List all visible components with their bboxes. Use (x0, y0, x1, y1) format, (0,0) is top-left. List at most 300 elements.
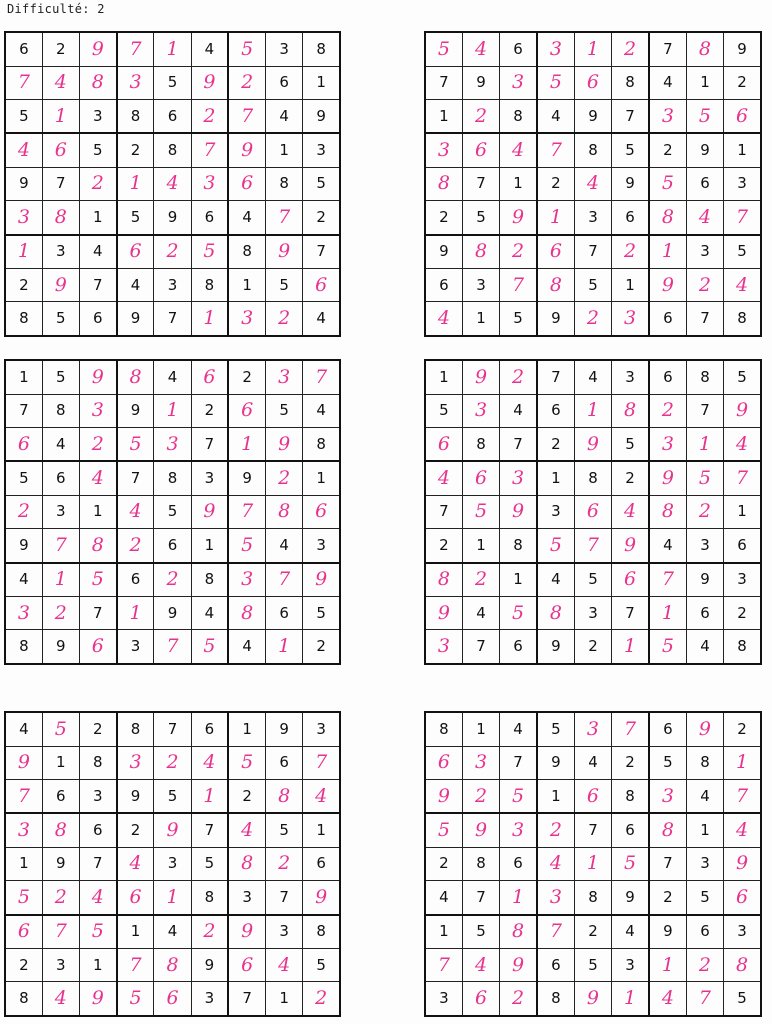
handwritten-digit-cell: 3 (425, 133, 462, 167)
handwritten-digit-cell: 2 (228, 66, 265, 99)
given-digit-cell: 3 (612, 949, 649, 982)
sudoku-row (425, 235, 761, 269)
handwritten-digit-cell: 3 (500, 813, 537, 847)
handwritten-digit-cell: 4 (5, 133, 42, 167)
given-digit-cell: 4 (574, 360, 611, 394)
given-digit-cell: 3 (42, 949, 79, 982)
sudoku-row (5, 813, 340, 847)
given-digit-cell: 1 (500, 167, 537, 200)
handwritten-digit-cell: 3 (117, 66, 154, 99)
handwritten-digit-cell: 7 (191, 133, 228, 167)
handwritten-digit-cell: 4 (724, 427, 761, 461)
handwritten-digit-cell: 5 (228, 746, 265, 779)
handwritten-digit-cell: 5 (500, 779, 537, 813)
given-digit-cell: 5 (154, 779, 191, 813)
given-digit-cell: 3 (154, 269, 191, 302)
given-digit-cell: 1 (79, 201, 116, 235)
handwritten-digit-cell: 5 (228, 32, 265, 66)
given-digit-cell: 1 (79, 495, 116, 528)
given-digit-cell: 1 (266, 982, 303, 1016)
given-digit-cell: 9 (574, 99, 611, 133)
sudoku-row (5, 394, 340, 427)
handwritten-digit-cell: 1 (266, 630, 303, 664)
given-digit-cell: 8 (537, 982, 574, 1016)
handwritten-digit-cell: 9 (724, 394, 761, 427)
given-digit-cell: 4 (686, 630, 723, 664)
given-digit-cell: 8 (612, 66, 649, 99)
given-digit-cell: 4 (191, 32, 228, 66)
handwritten-digit-cell: 6 (228, 949, 265, 982)
handwritten-digit-cell: 5 (117, 982, 154, 1016)
given-digit-cell: 7 (154, 302, 191, 336)
given-digit-cell: 9 (303, 99, 340, 133)
given-digit-cell: 1 (724, 495, 761, 528)
handwritten-digit-cell: 4 (462, 949, 499, 982)
given-digit-cell: 2 (649, 881, 686, 915)
given-digit-cell: 8 (5, 982, 42, 1016)
handwritten-digit-cell: 1 (191, 302, 228, 336)
given-digit-cell: 4 (303, 302, 340, 336)
handwritten-digit-cell: 4 (191, 746, 228, 779)
handwritten-digit-cell: 2 (42, 597, 79, 630)
given-digit-cell: 8 (724, 630, 761, 664)
handwritten-digit-cell: 9 (228, 915, 265, 949)
handwritten-digit-cell: 9 (500, 949, 537, 982)
given-digit-cell: 7 (612, 597, 649, 630)
given-digit-cell: 4 (154, 915, 191, 949)
handwritten-digit-cell: 6 (228, 167, 265, 200)
handwritten-digit-cell: 4 (117, 847, 154, 880)
given-digit-cell: 2 (574, 915, 611, 949)
given-digit-cell: 7 (462, 167, 499, 200)
handwritten-digit-cell: 5 (500, 597, 537, 630)
given-digit-cell: 9 (5, 167, 42, 200)
given-digit-cell: 6 (266, 746, 303, 779)
given-digit-cell: 8 (500, 529, 537, 563)
given-digit-cell: 9 (612, 167, 649, 200)
sudoku-row (5, 847, 340, 880)
given-digit-cell: 5 (612, 133, 649, 167)
handwritten-digit-cell: 7 (612, 712, 649, 746)
given-digit-cell: 6 (266, 597, 303, 630)
given-digit-cell: 4 (42, 427, 79, 461)
handwritten-digit-cell: 3 (649, 99, 686, 133)
handwritten-digit-cell: 1 (649, 235, 686, 269)
handwritten-digit-cell: 9 (228, 133, 265, 167)
given-digit-cell: 2 (79, 712, 116, 746)
given-digit-cell: 9 (612, 881, 649, 915)
handwritten-digit-cell: 6 (5, 427, 42, 461)
handwritten-digit-cell: 3 (612, 302, 649, 336)
given-digit-cell: 8 (574, 133, 611, 167)
handwritten-digit-cell: 1 (42, 563, 79, 597)
given-digit-cell: 5 (574, 269, 611, 302)
handwritten-digit-cell: 4 (686, 201, 723, 235)
given-digit-cell: 8 (574, 461, 611, 495)
handwritten-digit-cell: 9 (266, 235, 303, 269)
handwritten-digit-cell: 1 (574, 32, 611, 66)
given-digit-cell: 4 (537, 563, 574, 597)
handwritten-digit-cell: 2 (462, 563, 499, 597)
given-digit-cell: 3 (42, 235, 79, 269)
given-digit-cell: 4 (117, 269, 154, 302)
handwritten-digit-cell: 1 (42, 99, 79, 133)
given-digit-cell: 8 (191, 881, 228, 915)
handwritten-digit-cell: 9 (42, 269, 79, 302)
handwritten-digit-cell: 4 (154, 167, 191, 200)
handwritten-digit-cell: 6 (425, 427, 462, 461)
given-digit-cell: 5 (5, 461, 42, 495)
given-digit-cell: 7 (191, 427, 228, 461)
given-digit-cell: 3 (724, 563, 761, 597)
handwritten-digit-cell: 2 (500, 235, 537, 269)
given-digit-cell: 4 (228, 630, 265, 664)
handwritten-digit-cell: 3 (5, 597, 42, 630)
given-digit-cell: 5 (303, 949, 340, 982)
handwritten-digit-cell: 2 (79, 427, 116, 461)
handwritten-digit-cell: 6 (5, 915, 42, 949)
sudoku-row (5, 32, 340, 66)
given-digit-cell: 8 (154, 133, 191, 167)
given-digit-cell: 5 (191, 847, 228, 880)
given-digit-cell: 3 (79, 99, 116, 133)
handwritten-digit-cell: 9 (79, 982, 116, 1016)
given-digit-cell: 8 (79, 746, 116, 779)
handwritten-digit-cell: 7 (117, 949, 154, 982)
handwritten-digit-cell: 9 (500, 201, 537, 235)
handwritten-digit-cell: 9 (191, 495, 228, 528)
given-digit-cell: 6 (649, 360, 686, 394)
handwritten-digit-cell: 8 (425, 563, 462, 597)
handwritten-digit-cell: 8 (79, 529, 116, 563)
handwritten-digit-cell: 8 (42, 813, 79, 847)
handwritten-digit-cell: 9 (425, 779, 462, 813)
given-digit-cell: 3 (191, 982, 228, 1016)
given-digit-cell: 8 (303, 32, 340, 66)
sudoku-row (5, 529, 340, 563)
handwritten-digit-cell: 6 (117, 881, 154, 915)
given-digit-cell: 7 (425, 495, 462, 528)
given-digit-cell: 1 (228, 269, 265, 302)
handwritten-digit-cell: 4 (724, 269, 761, 302)
given-digit-cell: 6 (154, 99, 191, 133)
handwritten-digit-cell: 2 (686, 949, 723, 982)
handwritten-digit-cell: 9 (154, 813, 191, 847)
given-digit-cell: 7 (537, 360, 574, 394)
given-digit-cell: 1 (425, 915, 462, 949)
given-digit-cell: 9 (42, 847, 79, 880)
given-digit-cell: 1 (462, 529, 499, 563)
handwritten-digit-cell: 1 (574, 394, 611, 427)
given-digit-cell: 3 (686, 529, 723, 563)
sudoku-row (5, 712, 340, 746)
given-digit-cell: 1 (303, 813, 340, 847)
given-digit-cell: 6 (42, 779, 79, 813)
given-digit-cell: 8 (612, 779, 649, 813)
handwritten-digit-cell: 2 (266, 847, 303, 880)
handwritten-digit-cell: 5 (191, 235, 228, 269)
handwritten-digit-cell: 5 (79, 563, 116, 597)
handwritten-digit-cell: 7 (266, 563, 303, 597)
given-digit-cell: 3 (425, 982, 462, 1016)
given-digit-cell: 3 (228, 881, 265, 915)
given-digit-cell: 6 (425, 269, 462, 302)
handwritten-digit-cell: 1 (724, 746, 761, 779)
handwritten-digit-cell: 3 (537, 32, 574, 66)
sudoku-row (425, 394, 761, 427)
handwritten-digit-cell: 5 (649, 167, 686, 200)
handwritten-digit-cell: 2 (266, 461, 303, 495)
given-digit-cell: 7 (117, 461, 154, 495)
given-digit-cell: 5 (42, 302, 79, 336)
handwritten-digit-cell: 4 (574, 167, 611, 200)
handwritten-digit-cell: 5 (117, 427, 154, 461)
given-digit-cell: 5 (462, 915, 499, 949)
given-digit-cell: 7 (154, 712, 191, 746)
given-digit-cell: 5 (5, 99, 42, 133)
given-digit-cell: 5 (266, 813, 303, 847)
given-digit-cell: 1 (462, 712, 499, 746)
handwritten-digit-cell: 9 (303, 563, 340, 597)
handwritten-digit-cell: 4 (612, 495, 649, 528)
handwritten-digit-cell: 9 (266, 427, 303, 461)
sudoku-row (425, 813, 761, 847)
given-digit-cell: 8 (500, 99, 537, 133)
handwritten-digit-cell: 1 (574, 847, 611, 880)
handwritten-digit-cell: 2 (154, 563, 191, 597)
handwritten-digit-cell: 5 (649, 630, 686, 664)
given-digit-cell: 8 (154, 461, 191, 495)
handwritten-digit-cell: 9 (649, 269, 686, 302)
handwritten-digit-cell: 6 (462, 461, 499, 495)
given-digit-cell: 7 (79, 847, 116, 880)
handwritten-digit-cell: 2 (612, 32, 649, 66)
given-digit-cell: 1 (462, 302, 499, 336)
given-digit-cell: 3 (537, 495, 574, 528)
sudoku-row (425, 529, 761, 563)
given-digit-cell: 9 (191, 949, 228, 982)
sudoku-row (5, 881, 340, 915)
given-digit-cell: 1 (686, 66, 723, 99)
handwritten-digit-cell: 1 (500, 881, 537, 915)
sudoku-row (5, 982, 340, 1016)
handwritten-digit-cell: 5 (462, 495, 499, 528)
handwritten-digit-cell: 7 (42, 529, 79, 563)
handwritten-digit-cell: 7 (686, 982, 723, 1016)
handwritten-digit-cell: 6 (537, 235, 574, 269)
given-digit-cell: 3 (303, 133, 340, 167)
handwritten-digit-cell: 6 (303, 495, 340, 528)
given-digit-cell: 7 (191, 813, 228, 847)
handwritten-digit-cell: 1 (154, 881, 191, 915)
handwritten-digit-cell: 9 (686, 712, 723, 746)
handwritten-digit-cell: 4 (462, 32, 499, 66)
sudoku-grid-4 (424, 359, 762, 665)
given-digit-cell: 1 (500, 563, 537, 597)
given-digit-cell: 9 (724, 32, 761, 66)
sudoku-row (5, 99, 340, 133)
given-digit-cell: 5 (724, 235, 761, 269)
given-digit-cell: 5 (724, 360, 761, 394)
sudoku-row (5, 779, 340, 813)
given-digit-cell: 6 (79, 302, 116, 336)
given-digit-cell: 7 (42, 167, 79, 200)
given-digit-cell: 1 (228, 712, 265, 746)
given-digit-cell: 2 (228, 779, 265, 813)
given-digit-cell: 5 (724, 982, 761, 1016)
handwritten-digit-cell: 4 (42, 66, 79, 99)
handwritten-digit-cell: 6 (724, 881, 761, 915)
given-digit-cell: 2 (537, 427, 574, 461)
given-digit-cell: 3 (154, 847, 191, 880)
handwritten-digit-cell: 1 (154, 32, 191, 66)
handwritten-digit-cell: 7 (154, 630, 191, 664)
handwritten-digit-cell: 7 (117, 32, 154, 66)
given-digit-cell: 2 (5, 269, 42, 302)
handwritten-digit-cell: 5 (42, 712, 79, 746)
given-digit-cell: 3 (724, 915, 761, 949)
handwritten-digit-cell: 5 (191, 630, 228, 664)
given-digit-cell: 7 (500, 746, 537, 779)
given-digit-cell: 3 (266, 32, 303, 66)
given-digit-cell: 6 (686, 915, 723, 949)
handwritten-digit-cell: 4 (228, 813, 265, 847)
given-digit-cell: 9 (686, 563, 723, 597)
given-digit-cell: 2 (191, 394, 228, 427)
given-digit-cell: 2 (574, 630, 611, 664)
handwritten-digit-cell: 9 (79, 360, 116, 394)
given-digit-cell: 4 (5, 712, 42, 746)
handwritten-digit-cell: 3 (154, 427, 191, 461)
given-digit-cell: 5 (303, 597, 340, 630)
sudoku-row (5, 597, 340, 630)
given-digit-cell: 6 (79, 813, 116, 847)
handwritten-digit-cell: 8 (649, 813, 686, 847)
given-digit-cell: 5 (79, 133, 116, 167)
handwritten-digit-cell: 7 (228, 495, 265, 528)
given-digit-cell: 3 (191, 461, 228, 495)
given-digit-cell: 6 (686, 167, 723, 200)
given-digit-cell: 3 (724, 167, 761, 200)
handwritten-digit-cell: 9 (425, 597, 462, 630)
sudoku-row (425, 563, 761, 597)
handwritten-digit-cell: 4 (724, 813, 761, 847)
sudoku-row (5, 495, 340, 528)
sudoku-row (5, 630, 340, 664)
given-digit-cell: 1 (303, 66, 340, 99)
sudoku-row (5, 66, 340, 99)
sudoku-row (425, 99, 761, 133)
given-digit-cell: 3 (79, 779, 116, 813)
handwritten-digit-cell: 3 (228, 563, 265, 597)
given-digit-cell: 7 (574, 813, 611, 847)
given-digit-cell: 7 (462, 630, 499, 664)
given-digit-cell: 8 (303, 427, 340, 461)
given-digit-cell: 9 (154, 201, 191, 235)
given-digit-cell: 8 (425, 712, 462, 746)
handwritten-digit-cell: 3 (5, 813, 42, 847)
given-digit-cell: 9 (42, 630, 79, 664)
handwritten-digit-cell: 8 (154, 949, 191, 982)
given-digit-cell: 1 (425, 99, 462, 133)
handwritten-digit-cell: 8 (686, 32, 723, 66)
given-digit-cell: 5 (154, 495, 191, 528)
given-digit-cell: 9 (5, 529, 42, 563)
handwritten-digit-cell: 9 (79, 32, 116, 66)
given-digit-cell: 7 (500, 427, 537, 461)
sudoku-row (5, 461, 340, 495)
handwritten-digit-cell: 9 (500, 495, 537, 528)
given-digit-cell: 3 (574, 597, 611, 630)
handwritten-digit-cell: 3 (649, 779, 686, 813)
handwritten-digit-cell: 2 (462, 779, 499, 813)
given-digit-cell: 9 (228, 461, 265, 495)
handwritten-digit-cell: 3 (649, 427, 686, 461)
handwritten-digit-cell: 7 (425, 949, 462, 982)
given-digit-cell: 1 (425, 360, 462, 394)
sudoku-row (5, 167, 340, 200)
given-digit-cell: 1 (612, 269, 649, 302)
handwritten-digit-cell: 4 (649, 982, 686, 1016)
given-digit-cell: 1 (42, 746, 79, 779)
handwritten-digit-cell: 2 (191, 915, 228, 949)
handwritten-digit-cell: 2 (574, 302, 611, 336)
sudoku-row (5, 563, 340, 597)
given-digit-cell: 2 (303, 630, 340, 664)
handwritten-digit-cell: 8 (724, 949, 761, 982)
sudoku-row (425, 133, 761, 167)
given-digit-cell: 9 (686, 133, 723, 167)
given-digit-cell: 6 (612, 813, 649, 847)
handwritten-digit-cell: 2 (462, 99, 499, 133)
given-digit-cell: 4 (500, 394, 537, 427)
sudoku-row (425, 597, 761, 630)
given-digit-cell: 8 (686, 746, 723, 779)
given-digit-cell: 7 (79, 597, 116, 630)
given-digit-cell: 7 (266, 881, 303, 915)
handwritten-digit-cell: 3 (191, 167, 228, 200)
given-digit-cell: 5 (117, 201, 154, 235)
handwritten-digit-cell: 6 (191, 360, 228, 394)
handwritten-digit-cell: 8 (649, 201, 686, 235)
given-digit-cell: 8 (191, 269, 228, 302)
given-digit-cell: 3 (574, 201, 611, 235)
sudoku-row (5, 360, 340, 394)
given-digit-cell: 2 (425, 529, 462, 563)
given-digit-cell: 1 (266, 133, 303, 167)
handwritten-digit-cell: 5 (79, 915, 116, 949)
given-digit-cell: 9 (537, 630, 574, 664)
sudoku-row (425, 427, 761, 461)
handwritten-digit-cell: 9 (462, 813, 499, 847)
given-digit-cell: 1 (537, 461, 574, 495)
handwritten-digit-cell: 1 (686, 427, 723, 461)
handwritten-digit-cell: 4 (42, 982, 79, 1016)
given-digit-cell: 7 (649, 32, 686, 66)
given-digit-cell: 4 (79, 235, 116, 269)
handwritten-digit-cell: 8 (266, 779, 303, 813)
sudoku-row (5, 915, 340, 949)
handwritten-digit-cell: 9 (303, 881, 340, 915)
given-digit-cell: 1 (686, 813, 723, 847)
handwritten-digit-cell: 7 (574, 529, 611, 563)
handwritten-digit-cell: 6 (724, 99, 761, 133)
handwritten-digit-cell: 1 (5, 235, 42, 269)
given-digit-cell: 2 (117, 813, 154, 847)
handwritten-digit-cell: 7 (228, 99, 265, 133)
handwritten-digit-cell: 8 (425, 167, 462, 200)
sudoku-row (425, 630, 761, 664)
